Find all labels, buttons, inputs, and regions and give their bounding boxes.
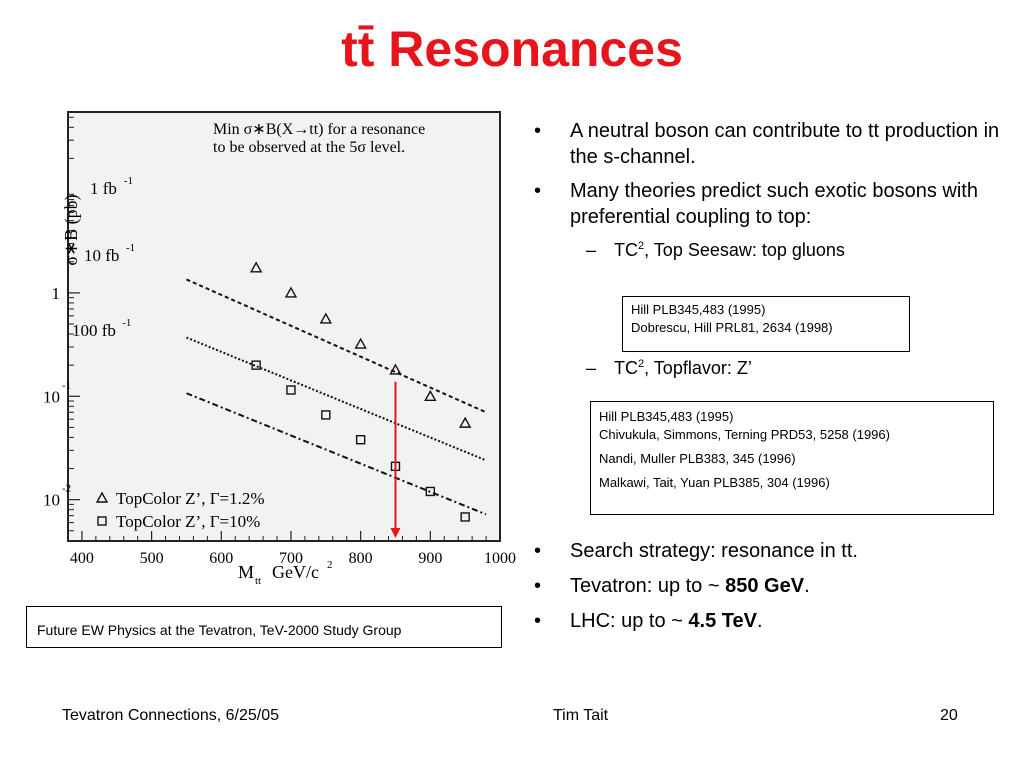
bullet-item <box>530 178 1010 230</box>
reference-box-1 <box>622 296 910 352</box>
bullet-mark: • <box>534 575 542 597</box>
x-tick-label: 400 <box>69 550 94 567</box>
legend-label: TopColor Z’, Γ=10% <box>116 512 261 531</box>
bullet-mark: • <box>534 180 542 202</box>
x-axis-label-sub: tt <box>255 575 262 587</box>
x-tick-label: 1000 <box>484 550 516 567</box>
bullet-text-post: . <box>804 575 810 597</box>
luminosity-label-exponent: -1 <box>123 175 133 187</box>
x-tick-label: 900 <box>418 550 443 567</box>
footer-event: Tevatron Connections, 6/25/05 <box>62 707 280 724</box>
bullet-text: A neutral boson can contribute to tt production in the s-channel. <box>570 120 1000 168</box>
sub-bullet-mark: – <box>586 240 597 260</box>
resonance-plot-svg <box>10 100 525 600</box>
reference-line: Nandi, Muller PLB383, 345 (1996) <box>599 451 796 466</box>
footer-author: Tim Tait <box>553 707 609 724</box>
x-tick-label: 800 <box>348 550 373 567</box>
bullet-text: LHC: up to ~ <box>570 610 689 632</box>
sub-bullet-pre: TC <box>614 358 638 378</box>
luminosity-label: 100 fb <box>72 321 116 340</box>
bullet-text: Search strategy: resonance in tt. <box>570 540 858 562</box>
y-axis-label: σ∗B (pb) <box>61 194 81 266</box>
y-tick-exponent: -1 <box>62 379 72 392</box>
reference-line: Hill PLB345,483 (1995) <box>599 409 734 424</box>
bullet-text: Many theories predict such exotic bosons with preferential coupling to top: <box>570 180 978 228</box>
bullet-text: Tevatron: up to ~ <box>570 575 726 597</box>
y-tick-label: 10 <box>43 387 60 407</box>
luminosity-label: 1 fb <box>90 179 117 198</box>
bullet-mark: • <box>534 540 542 562</box>
chart-title-line: to be observed at the 5σ level. <box>213 139 406 156</box>
sub-bullet-pre: TC <box>614 240 638 260</box>
x-tick-label: 500 <box>139 550 164 567</box>
x-axis-label-main: M <box>238 562 255 582</box>
legend-label: TopColor Z’, Γ=1.2% <box>116 489 265 508</box>
bullet-bold: 4.5 TeV <box>688 610 757 632</box>
bullet-item <box>530 538 1010 564</box>
y-tick-label: 10 <box>43 490 60 510</box>
sub-bullet-item <box>530 238 1010 262</box>
y-tick-label: 1 <box>51 283 60 303</box>
sub-bullet-sup: 2 <box>638 240 645 252</box>
luminosity-label: 10 fb <box>84 246 120 265</box>
x-tick-label: 600 <box>209 550 234 567</box>
reference-line: Chivukula, Simmons, Terning PRD53, 5258 (1996) <box>599 427 890 442</box>
reference-box-2 <box>590 401 994 515</box>
sub-bullet-item <box>530 356 1024 380</box>
x-axis-label-unit: GeV/c <box>272 562 319 582</box>
luminosity-label-exponent: -1 <box>122 317 132 329</box>
figure-source-box: Future EW Physics at the Tevatron, TeV-2000 Study Group <box>26 606 502 648</box>
sub-bullet-sup: 2 <box>638 358 645 370</box>
bullet-item <box>530 118 1010 170</box>
bullet-list-upper <box>530 118 1010 262</box>
footer-page-number: 20 <box>940 707 958 724</box>
sub-bullet-post: , Topflavor: Z’ <box>644 358 752 378</box>
reference-line: Malkawi, Tait, Yuan PLB385, 304 (1996) <box>599 475 830 490</box>
bullet-mark: • <box>534 610 542 632</box>
bullet-mark: • <box>534 120 542 142</box>
bullet-bold: 850 GeV <box>725 575 805 597</box>
x-axis-label-exp: 2 <box>327 559 333 571</box>
reference-line: Hill PLB345,483 (1995) <box>631 302 766 317</box>
slide-title: tt̄ Resonances <box>341 21 683 77</box>
bullet-item <box>530 608 1010 634</box>
bullet-item <box>530 573 1010 599</box>
resonance-plot <box>10 100 525 600</box>
chart-title-line: Min σ∗B(X→tt) for a resonance <box>213 121 426 138</box>
bullet-list-lower <box>530 538 1010 643</box>
sub-bullet-mark: – <box>586 358 597 378</box>
y-tick-exponent: -2 <box>62 482 72 495</box>
sub-bullet-post: , Top Seesaw: top gluons <box>644 240 845 260</box>
x-tick-label: 700 <box>278 550 303 567</box>
bullet-text-post: . <box>756 610 763 632</box>
reference-line: Dobrescu, Hill PRL81, 2634 (1998) <box>631 320 833 335</box>
luminosity-label-exponent: -1 <box>126 242 136 254</box>
